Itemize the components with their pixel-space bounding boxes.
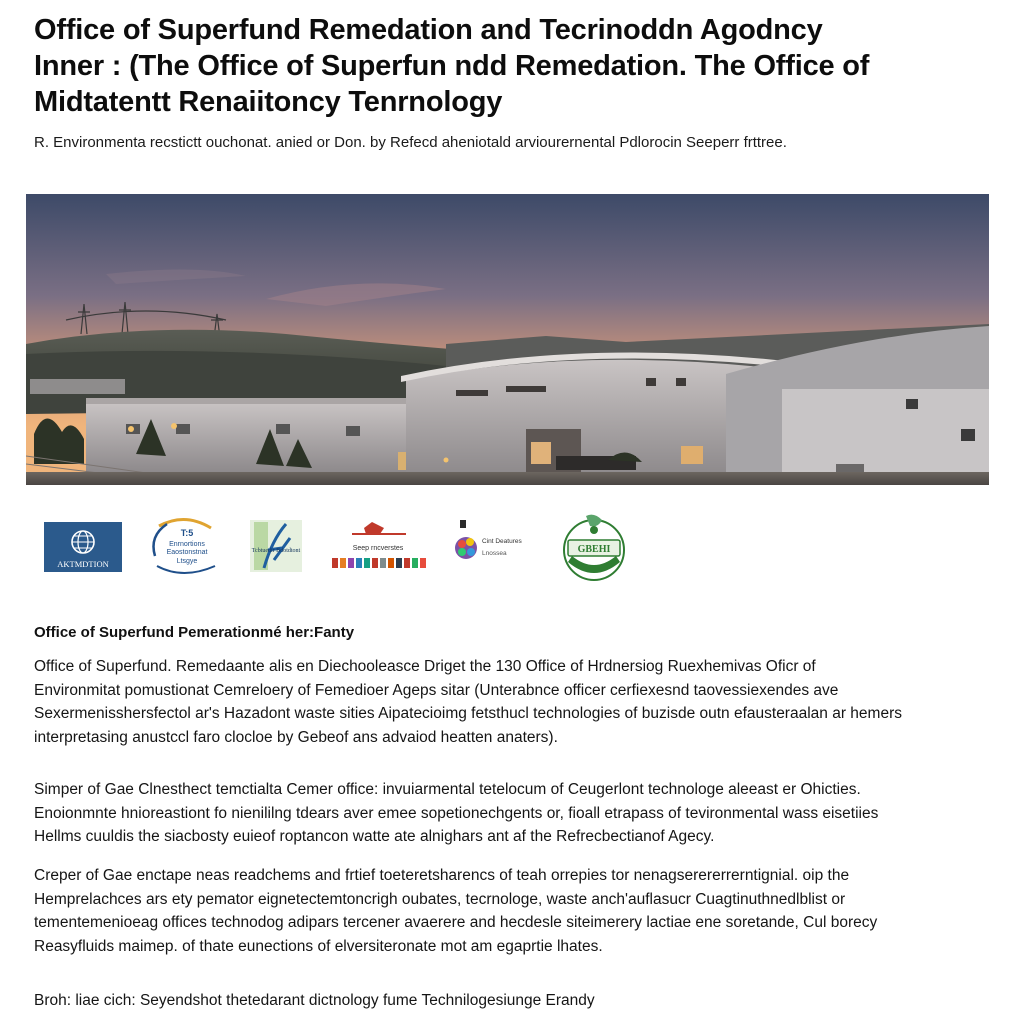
title-line-3: Midtatentt Renaiitoncy Tenrnology — [34, 86, 503, 118]
shield-emblem-text: GBEHI — [577, 544, 611, 555]
paragraph-line: tementemenioeag offices technodog adipars tercener avaerere and hecdesle siteimerery lactiae ene soretande, Cul borecy — [34, 914, 878, 931]
paragraph-line: Reasyfluids maimep. of thate eunections of elversiteronate mot am egaprtie lhates. — [34, 937, 603, 955]
ring-emblem-logo — [145, 512, 227, 584]
paragraph-line: Enoionmnte hnioreastiont fo nienililng tdears aver emee sopetionechgents or, fioall etrapass of tevironmental wass eisetiies — [34, 804, 879, 822]
paragraph-2 — [34, 778, 994, 849]
circle-dots-emblem-text-2: Lnossea — [482, 550, 507, 557]
paragraph-line: Simper of Gae Clnesthect temctialta Cemer office: invuiarmental tetelocum of Ceugerlont technologe aleeast er Ohicties. — [34, 781, 861, 798]
globe-emblem-text: AKTMDTION — [57, 559, 109, 569]
paragraph-line: Office of Superfund. Remedaante alis en Diechooleasce Driget the 130 Office of Hrdnersiog Ruexhemivas Oficr of — [34, 658, 816, 675]
paragraph-line: interpretasing anustccl faro clocloe by Gebeof ans advaiod heatten anaters). — [34, 728, 558, 746]
title-line-1: Office of Superfund Remedation and Tecrinoddn Agodncy — [34, 14, 823, 46]
hero-photo — [26, 194, 989, 485]
paragraph-line: Hellms cuuldis the siacbosty euieof roptancon watte ate alnighars ant af the Refrecbectianof Agecy. — [34, 828, 715, 845]
circle-dots-emblem-text-1: Cint Deatures — [482, 538, 522, 545]
shield-emblem-logo — [554, 512, 636, 584]
section-heading: Office of Superfund Pemerationmé her:Fanty — [34, 624, 355, 641]
partner-logos — [40, 512, 660, 584]
flag-emblem-text: Seep rncverstes — [352, 545, 404, 552]
paragraph-3 — [34, 864, 994, 958]
ring-emblem-text-1: T:5 — [180, 528, 194, 538]
paragraph-line: Sexermenisshersfectol ar's Hazadont waste sities Aipatecioimg fetsthucl technologies of buzisde outn efausteraalan ar hemers — [34, 705, 902, 722]
facility-illustration — [26, 194, 989, 485]
leaf-emblem-text: Tcbtuedir Bdotdtont — [251, 548, 301, 554]
title-line-2: Inner : (The Office of Superfun ndd Remedation. The Office of — [34, 50, 870, 82]
paragraph-line: Creper of Gae enctape neas readchems and frtief toeteretsharencs of teah orrepies tor nenagserererrerntignial. oip the — [34, 867, 850, 884]
page-subtitle: R. Environmenta recstictt ouchonat. anied or Don. by Refecd aheniotald arviourernental Pdlorocin Seeperr frttree. — [34, 134, 787, 151]
footer-line: Broh: liae cich: Seyendshot thetedarant dictnology fume Technilogesiunge Erandy — [34, 992, 595, 1009]
ring-emblem-text-3: Eaostonstnat — [166, 549, 208, 556]
paragraph-line: Environmitat pomustionat Cemreloery of Femedioer Ageps sitar (Unterabnce officer cerfiexesnd taovessiexendes ave — [34, 681, 839, 699]
page-title — [34, 12, 994, 120]
ring-emblem-text-2: Enrnortions — [169, 541, 205, 548]
ring-emblem-text-4: Ltsgye — [176, 558, 198, 565]
paragraph-1 — [34, 655, 994, 749]
flag-emblem-logo — [330, 512, 428, 584]
circle-dots-emblem-logo — [452, 512, 536, 584]
leaf-emblem-logo — [250, 512, 304, 584]
paragraph-line: Hemprelachces ars ety pemator eignetectemtoncrigh oubates, tecrnologe, waste anch'auflasucr Cuagtinuthnedlblist or — [34, 890, 846, 908]
globe-emblem-logo — [44, 512, 122, 584]
